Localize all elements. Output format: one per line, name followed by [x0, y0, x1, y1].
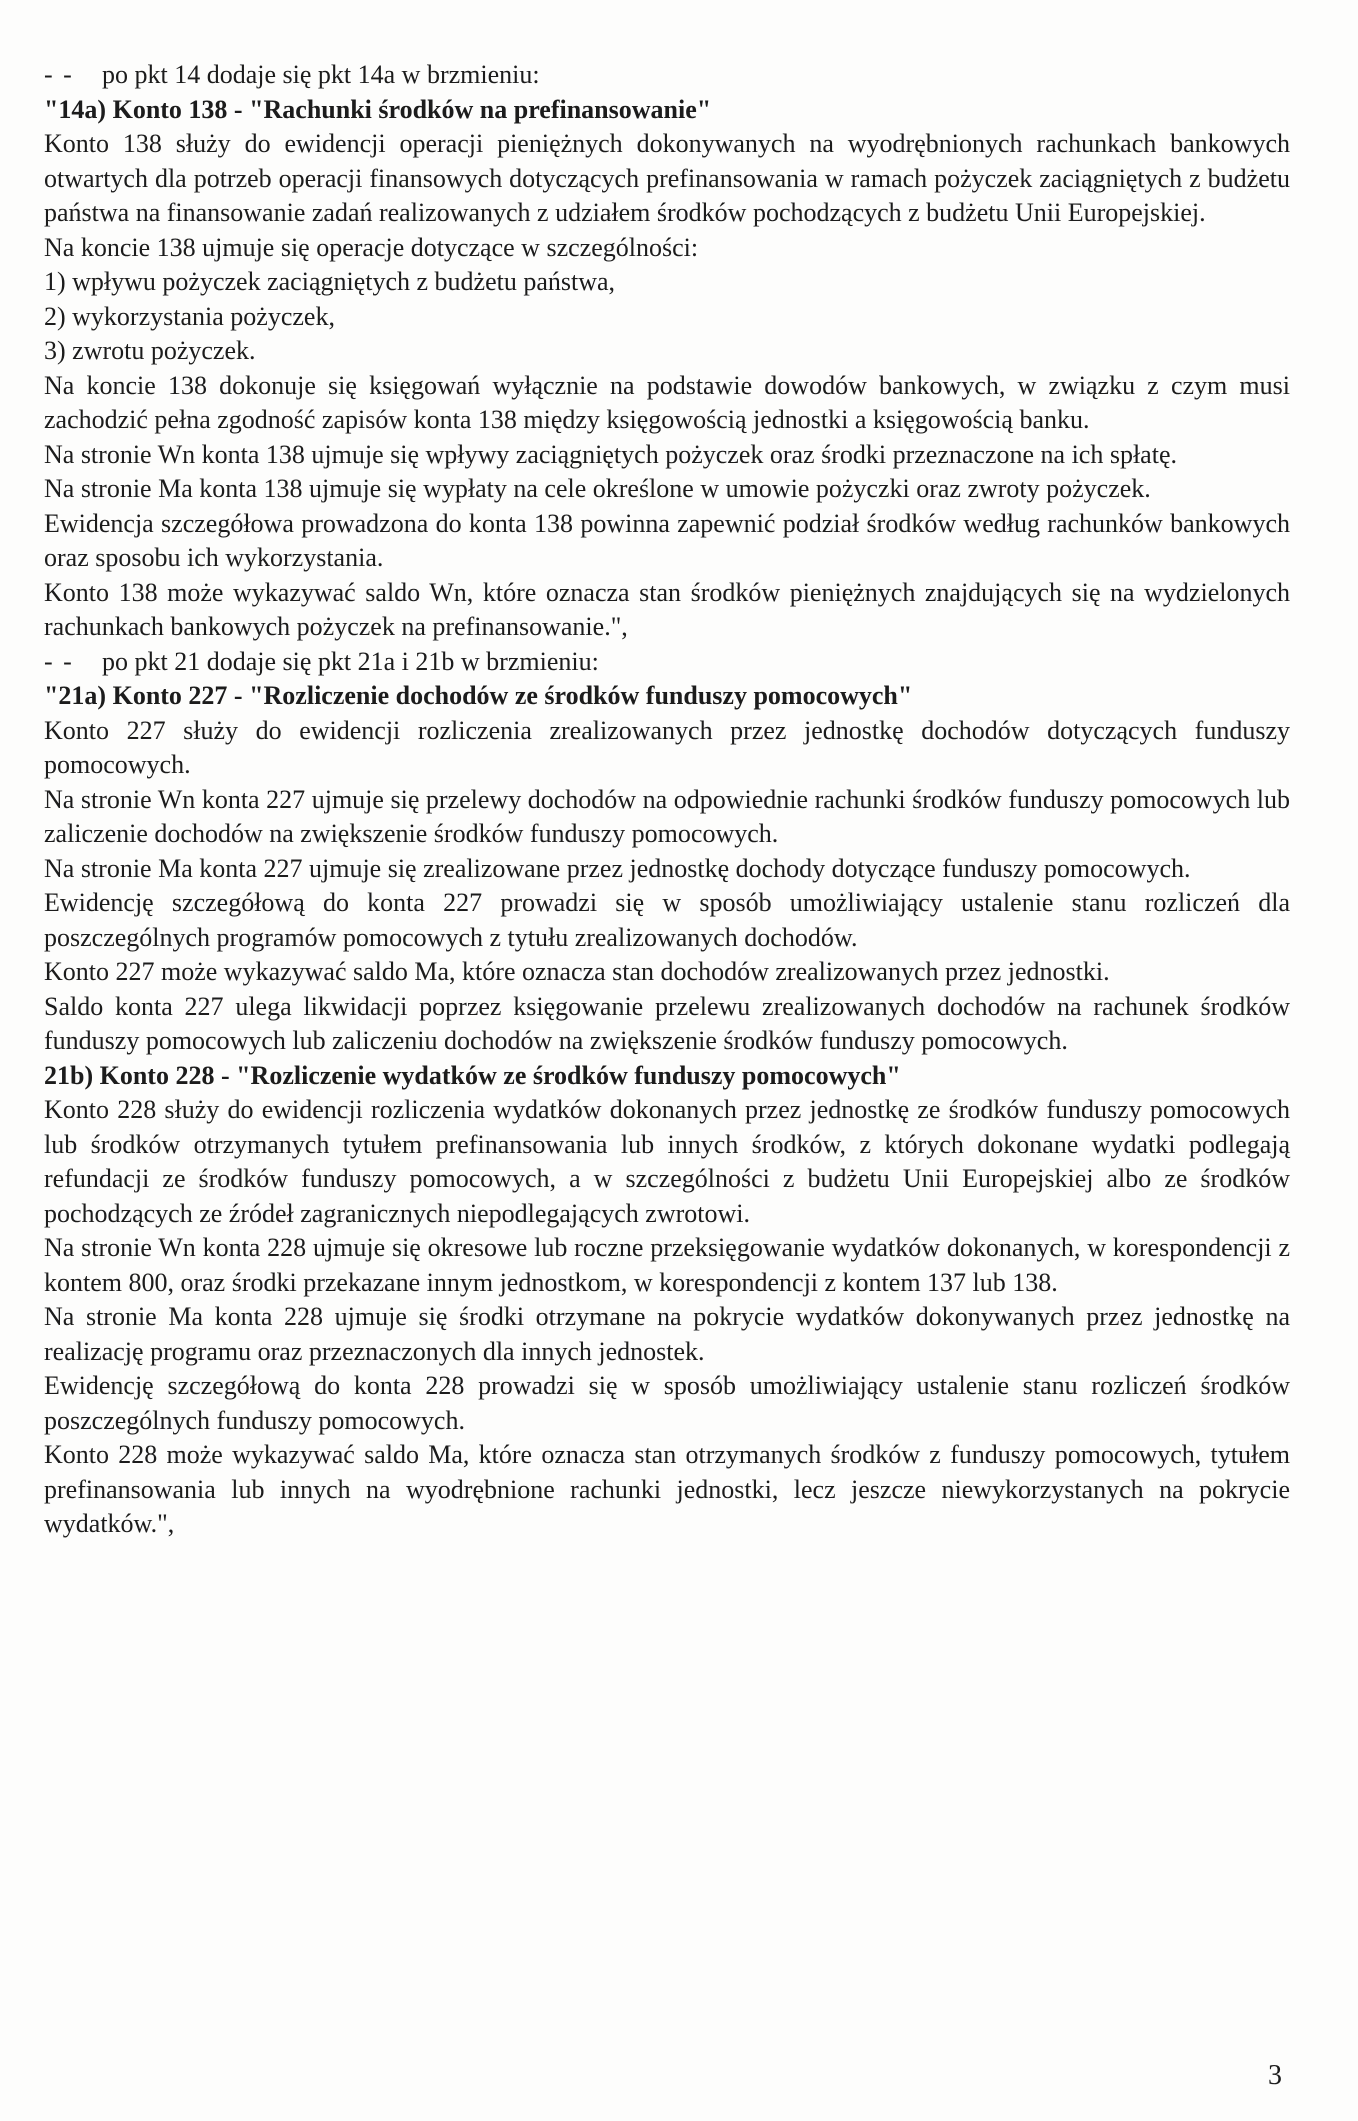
paragraph: Ewidencję szczegółową do konta 228 prowadzi się w sposób umożliwiający ustalenie stanu rozliczeń środków poszczególnych funduszy pomocowych. [44, 1371, 1290, 1435]
paragraph: Na stronie Ma konta 138 ujmuje się wypłaty na cele określone w umowie pożyczki oraz zwroty pożyczek. [44, 474, 1151, 503]
section-heading: "14a) Konto 138 - "Rachunki środków na prefinansowanie" [44, 94, 712, 124]
section-heading: "21a) Konto 227 - "Rozliczenie dochodów ze środków funduszy pomocowych" [44, 681, 913, 710]
amendment-intro [44, 58, 1290, 93]
paragraph: Konto 228 może wykazywać saldo Ma, które oznacza stan otrzymanych środków z funduszy pomocowych, tytułem prefinansowania lub innych na wyodrębnione rachunki jednostki, lecz jeszcze niewykorzystanych na pokrycie wydatków.", [44, 1440, 1290, 1538]
paragraph: Na koncie 138 dokonuje się księgowań wyłącznie na podstawie dowodów bankowych, w związku z czym musi zachodzić pełna zgodność zapisów konta 138 między księgowością jednostki a księgowością banku. [44, 370, 1290, 434]
dash-marker: - - [44, 646, 74, 676]
list-item: 1) wpływu pożyczek zaciągniętych z budżetu państwa, [44, 267, 616, 296]
paragraph: Na stronie Wn konta 228 ujmuje się okresowe lub roczne przeksięgowanie wydatków dokonanych, w korespondencji z kontem 800, oraz środki przekazane innym jednostkom, w korespondencji z kontem 137 lub 138. [44, 1233, 1290, 1297]
list-item: Na koncie 138 ujmuje się operacje dotyczące w szczególności: [44, 232, 699, 262]
section-heading: 21b) Konto 228 - "Rozliczenie wydatków ze środków funduszy pomocowych" [44, 1060, 901, 1090]
list-item: 2) wykorzystania pożyczek, [44, 301, 335, 331]
paragraph: Konto 227 służy do ewidencji rozliczenia zrealizowanych przez jednostkę dochodów dotyczących funduszy pomocowych. [44, 715, 1290, 779]
paragraph: Na stronie Wn konta 138 ujmuje się wpływy zaciągniętych pożyczek oraz środki przeznaczone na ich spłatę. [44, 439, 1177, 469]
page-number: 3 [1268, 2060, 1282, 2091]
paragraph: Na stronie Ma konta 227 ujmuje się zrealizowane przez jednostkę dochody dotyczące funduszy pomocowych. [44, 853, 1191, 883]
paragraph: Na stronie Ma konta 228 ujmuje się środki otrzymane na pokrycie wydatków dokonywanych przez jednostkę na realizację programu oraz przeznaczonych dla innych jednostek. [44, 1302, 1290, 1366]
dash-marker: - - [44, 60, 74, 89]
amendment-intro-text: po pkt 21 dodaje się pkt 21a i 21b w brzmieniu: [102, 646, 599, 676]
list-item: 3) zwrotu pożyczek. [44, 336, 256, 365]
amendment-intro [44, 645, 1290, 680]
amendment-intro-text: po pkt 14 dodaje się pkt 14a w brzmieniu: [102, 60, 540, 89]
paragraph: Konto 138 może wykazywać saldo Wn, które oznacza stan środków pieniężnych znajdujących się na wydzielonych rachunkach bankowych pożyczek na prefinansowanie.", [44, 577, 1290, 641]
document-body [44, 58, 1290, 1542]
paragraph: Konto 138 służy do ewidencji operacji pieniężnych dokonywanych na wyodrębnionych rachunkach bankowych otwartych dla potrzeb operacji finansowych dotyczących prefinansowania w ramach pożyczek zaciągniętych z budżetu państwa na finansowanie zadań realizowanych z udziałem środków pochodzących z budżetu Unii Europejskiej. [44, 129, 1290, 227]
paragraph: Na stronie Wn konta 227 ujmuje się przelewy dochodów na odpowiednie rachunki środków funduszy pomocowych lub zaliczenie dochodów na zwiększenie środków funduszy pomocowych. [44, 784, 1290, 848]
paragraph: Ewidencja szczegółowa prowadzona do konta 138 powinna zapewnić podział środków według rachunków bankowych oraz sposobu ich wykorzystania. [44, 508, 1290, 572]
paragraph: Saldo konta 227 ulega likwidacji poprzez księgowanie przelewu zrealizowanych dochodów na rachunek środków funduszy pomocowych lub zaliczeniu dochodów na zwiększenie środków funduszy pomocowych. [44, 991, 1290, 1055]
paragraph: Konto 228 służy do ewidencji rozliczenia wydatków dokonanych przez jednostkę ze środków funduszy pomocowych lub środków otrzymanych tytułem prefinansowania lub innych środków, z których dokonane wydatki podlegają refundacji ze środków funduszy pomocowych, a w szczególności z budżetu Unii Europejskiej albo ze środków pochodzących ze źródeł zagranicznych niepodlegających zwrotowi. [44, 1095, 1290, 1228]
paragraph: Konto 227 może wykazywać saldo Ma, które oznacza stan dochodów zrealizowanych przez jednostki. [44, 957, 1110, 986]
paragraph: Ewidencję szczegółową do konta 227 prowadzi się w sposób umożliwiający ustalenie stanu rozliczeń dla poszczególnych programów pomocowych z tytułu zrealizowanych dochodów. [44, 888, 1290, 952]
